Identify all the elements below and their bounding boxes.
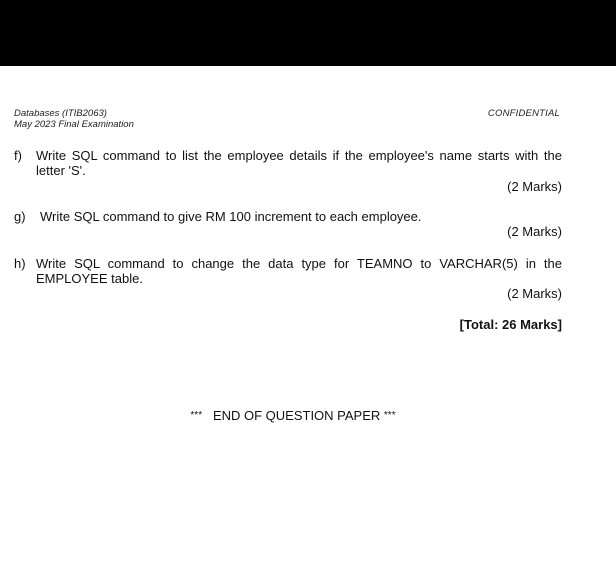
question-f — [14, 148, 562, 178]
question-label: f) — [14, 148, 22, 163]
exam-session: May 2023 Final Examination — [14, 119, 134, 130]
question-f-marks: (2 Marks) — [507, 179, 562, 194]
question-text: Write SQL command to list the employee details if the employee's name starts with the letter 'S'. — [36, 148, 562, 178]
total-marks: [Total: 26 Marks] — [459, 317, 562, 332]
question-h-marks: (2 Marks) — [507, 286, 562, 301]
end-of-paper — [0, 408, 586, 423]
top-black-band — [0, 0, 616, 66]
question-text: Write SQL command to give RM 100 increment to each employee. — [40, 209, 422, 224]
end-stars-left: *** — [190, 410, 203, 421]
question-h — [14, 256, 562, 286]
exam-page — [0, 66, 616, 578]
question-label: g) — [14, 209, 26, 224]
question-g — [14, 209, 562, 224]
question-label: h) — [14, 256, 26, 271]
course-title: Databases (ITIB2063) — [14, 108, 107, 119]
question-text: Write SQL command to change the data type for TEAMNO to VARCHAR(5) in the EMPLOYEE table. — [36, 256, 562, 286]
page-header-left — [14, 108, 134, 130]
end-stars-right: *** — [383, 410, 396, 421]
end-text: END OF QUESTION PAPER — [212, 408, 381, 423]
question-g-marks: (2 Marks) — [507, 224, 562, 239]
classification-label: CONFIDENTIAL — [487, 108, 560, 119]
